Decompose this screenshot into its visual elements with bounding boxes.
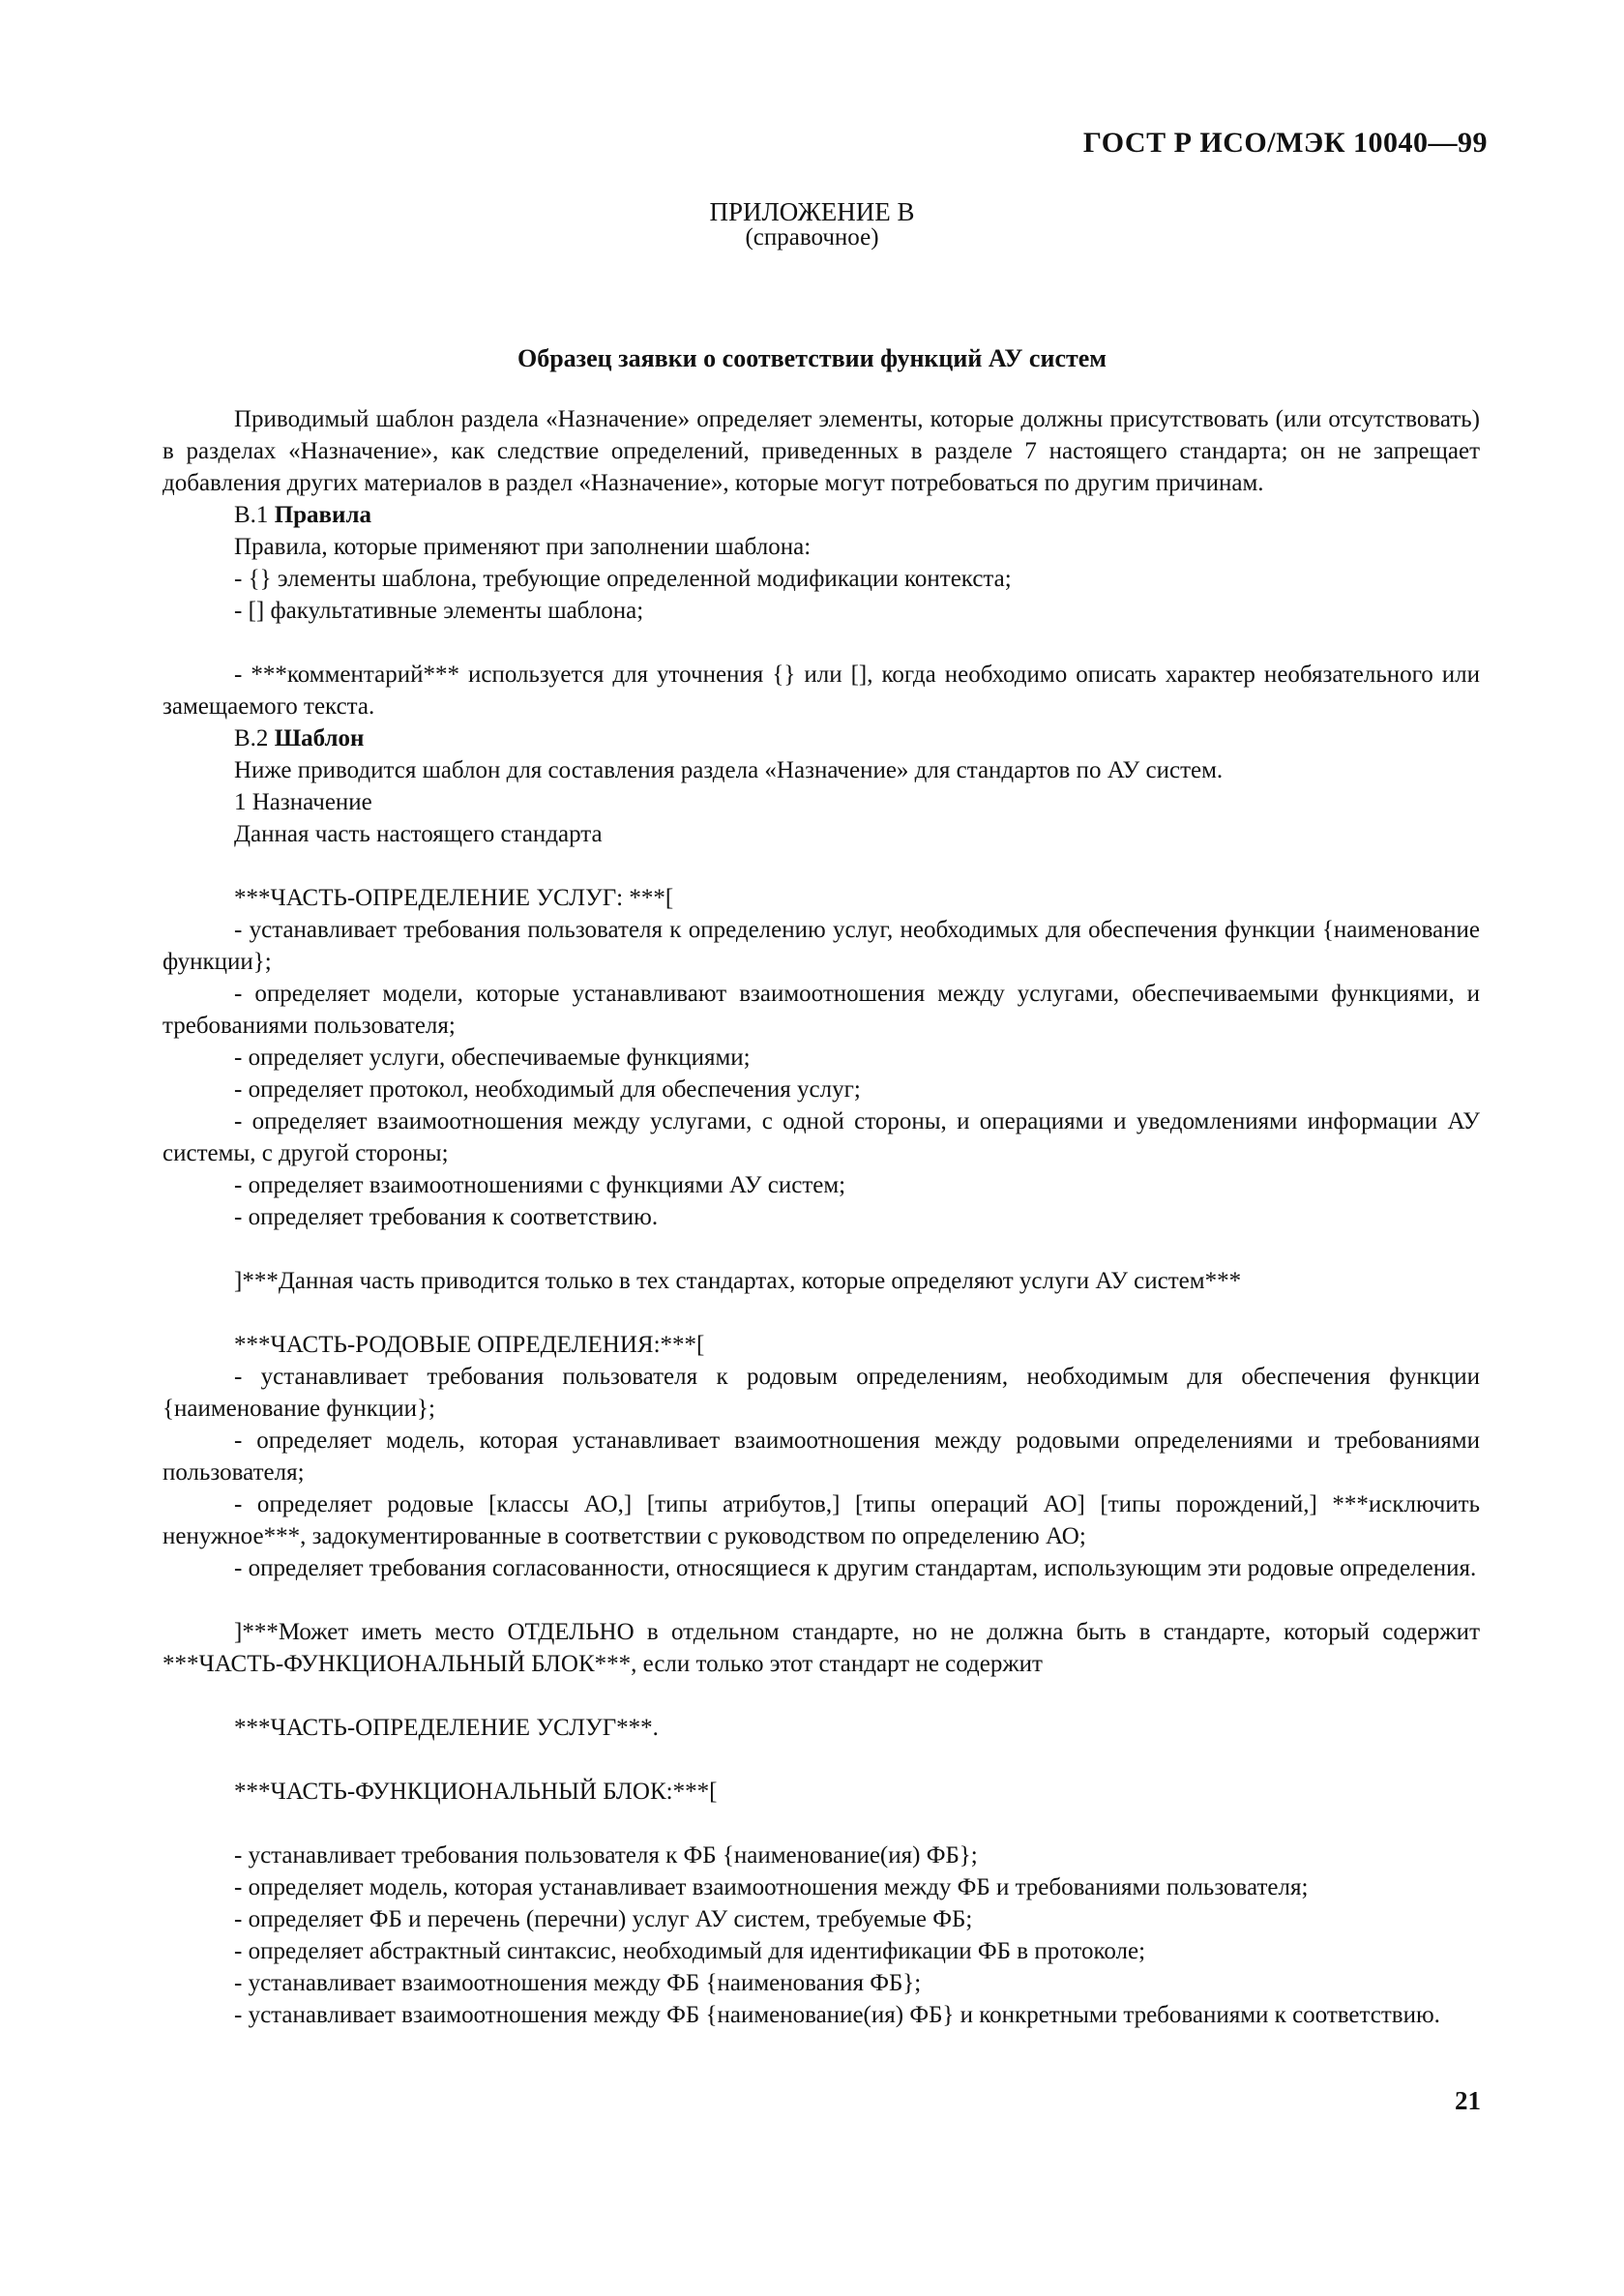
- list-item: - определяет родовые [классы АО,] [типы атрибутов,] [типы операций АО] [типы порождений,] ***исключить ненужное***, задокументированные в соответствии с руководством по определению АО;: [162, 1491, 1480, 1549]
- part-functional-heading: ***ЧАСТЬ-ФУНКЦИОНАЛЬНЫЙ БЛОК:***[: [234, 1779, 718, 1805]
- part-services-heading: ***ЧАСТЬ-ОПРЕДЕЛЕНИЕ УСЛУГ: ***[: [234, 885, 674, 911]
- clause-lead: Данная часть настоящего стандарта: [234, 821, 603, 847]
- part-generic-heading: ***ЧАСТЬ-РОДОВЫЕ ОПРЕДЕЛЕНИЯ:***[: [234, 1332, 705, 1358]
- part-services-closing: ]***Данная часть приводится только в тех стандартах, которые определяют услуги АУ систем***: [234, 1268, 1242, 1294]
- list-item: - определяет протокол, необходимый для обеспечения услуг;: [234, 1076, 861, 1103]
- list-item: - определяет модели, которые устанавливают взаимоотношения между услугами, обеспечиваемыми функциями, и требованиями пользователя;: [162, 981, 1480, 1039]
- list-item: - определяет абстрактный синтаксис, необходимый для идентификации ФБ в протоколе;: [234, 1938, 1146, 1964]
- list-item: - устанавливает взаимоотношения между ФБ {наименование(ия) ФБ} и конкретными требованиями к соответствию.: [234, 2002, 1440, 2028]
- section-b2-title: Шаблон: [274, 725, 365, 751]
- list-item: - устанавливает взаимоотношения между ФБ {наименования ФБ};: [234, 1970, 922, 1996]
- section-b2-heading: [162, 722, 1480, 754]
- appendix-note: (справочное): [745, 224, 879, 250]
- list-item: - определяет требования согласованности, относящиеся к другим стандартам, использующим эти родовые определения.: [234, 1555, 1477, 1581]
- list-item: - определяет ФБ и перечень (перечни) услуг АУ систем, требуемые ФБ;: [234, 1906, 973, 1932]
- rule-item: - {} элементы шаблона, требующие определенной модификации контекста;: [234, 566, 1012, 592]
- list-item: - определяет модель, которая устанавливает взаимоотношения между ФБ и требованиями пользователя;: [234, 1874, 1309, 1900]
- section-b1-title: Правила: [274, 502, 371, 528]
- intro-paragraph: Приводимый шаблон раздела «Назначение» определяет элементы, которые должны присутствовать (или отсутствовать) в разделах «Назначение», как следствие определений, приведенных в разделе 7 настоящего стандарта; он не запрещает добавления других материалов в раздел «Назначение», которые могут потребоваться по другим причинам.: [162, 406, 1480, 496]
- list-item: - определяет услуги, обеспечиваемые функциями;: [234, 1045, 751, 1071]
- list-item: - определяет взаимоотношения между услугами, с одной стороны, и операциями и уведомлениями информации АУ системы, с другой стороны;: [162, 1108, 1480, 1166]
- section-b2-number: В.2: [234, 725, 269, 751]
- appendix-title: ПРИЛОЖЕНИЕ В: [709, 197, 915, 226]
- part-generic-closing-ref: ***ЧАСТЬ-ОПРЕДЕЛЕНИЕ УСЛУГ***.: [234, 1715, 659, 1741]
- clause-heading: 1 Назначение: [234, 789, 372, 815]
- part-generic-closing: ]***Может иметь место ОТДЕЛЬНО в отдельном стандарте, но не должна быть в стандарте, который содержит ***ЧАСТЬ-ФУНКЦИОНАЛЬНЫЙ БЛОК***, если только этот стандарт не содержит: [162, 1619, 1480, 1677]
- rule-item: - [] факультативные элементы шаблона;: [234, 598, 644, 624]
- section-b2-lead: Ниже приводится шаблон для составления раздела «Назначение» для стандартов по АУ систем.: [234, 757, 1224, 783]
- list-item: - устанавливает требования пользователя к ФБ {наименование(ия) ФБ};: [234, 1842, 978, 1869]
- document-title: Образец заявки о соответствии функций АУ систем: [517, 344, 1107, 372]
- list-item: - определяет модель, которая устанавливает взаимоотношения между родовыми определениями и требованиями пользователя;: [162, 1428, 1480, 1486]
- list-item: - определяет взаимоотношениями с функциями АУ систем;: [234, 1172, 846, 1198]
- document-body: [162, 403, 1480, 2031]
- list-item: - устанавливает требования пользователя к родовым определениям, необходимым для обеспечения функции {наименование функции};: [162, 1364, 1480, 1422]
- section-b1-number: В.1: [234, 502, 269, 528]
- standard-number: ГОСТ Р ИСО/МЭК 10040—99: [1082, 127, 1488, 159]
- list-item: - устанавливает требования пользователя к определению услуг, необходимых для обеспечения функции {наименование функции};: [162, 917, 1480, 975]
- section-b1-lead: Правила, которые применяют при заполнении шаблона:: [234, 534, 812, 560]
- section-b1-heading: [162, 499, 1480, 531]
- list-item: - определяет требования к соответствию.: [234, 1204, 659, 1230]
- rule-item: - ***комментарий*** используется для уточнения {} или [], когда необходимо описать характер необязательного или замещаемого текста.: [162, 662, 1480, 720]
- page-number: 21: [1455, 2086, 1481, 2115]
